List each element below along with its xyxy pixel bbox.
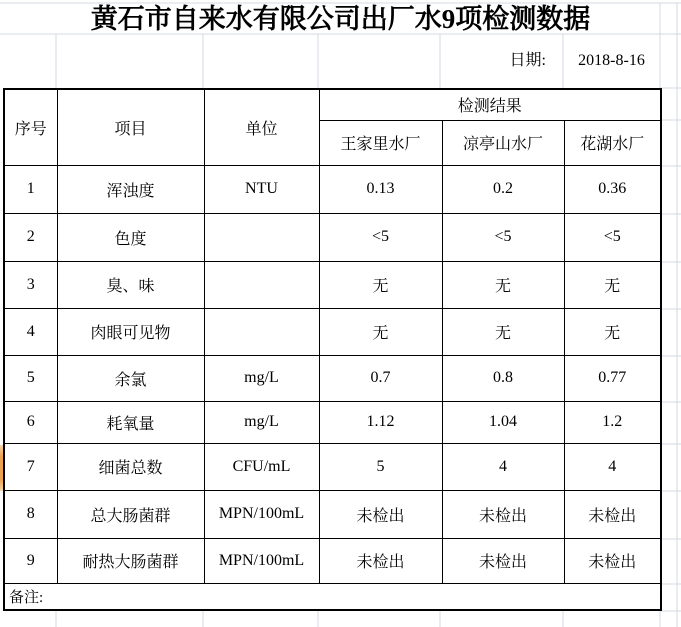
date-value: 2018-8-16	[578, 52, 645, 69]
col-header-plant-huahu: 花湖水厂	[564, 120, 661, 165]
table-row	[4, 355, 661, 401]
cell-unit: MPN/100mL	[204, 490, 319, 538]
cell-value-huahu: <5	[564, 213, 661, 261]
cell-unit	[204, 213, 319, 261]
col-header-results-group: 检测结果	[319, 89, 661, 120]
cell-value-liangtingshan: 未检出	[442, 490, 564, 538]
table-row	[4, 165, 661, 213]
cell-value-wangjiali: 5	[319, 443, 442, 490]
cell-value-wangjiali: 1.12	[319, 401, 442, 443]
cell-value-wangjiali: 未检出	[319, 490, 442, 538]
cell-value-huahu: 无	[564, 308, 661, 355]
cell-item: 肉眼可见物	[57, 308, 204, 355]
cell-unit: mg/L	[204, 355, 319, 401]
cell-no: 2	[4, 213, 57, 261]
cell-item: 耗氧量	[57, 401, 204, 443]
cell-value-huahu: 未检出	[564, 538, 661, 583]
col-header-plant-liangtingshan: 凉亭山水厂	[442, 120, 564, 165]
cell-no: 1	[4, 165, 57, 213]
cell-value-liangtingshan: 无	[442, 261, 564, 308]
cell-no: 9	[4, 538, 57, 583]
remarks-cell: 备注:	[4, 583, 661, 610]
cell-value-liangtingshan: <5	[442, 213, 564, 261]
table-row	[4, 401, 661, 443]
cell-no: 7	[4, 443, 57, 490]
cell-value-huahu: 0.77	[564, 355, 661, 401]
cell-value-wangjiali: 无	[319, 261, 442, 308]
col-header-item: 项目	[57, 89, 204, 165]
table-row	[4, 490, 661, 538]
cell-unit	[204, 308, 319, 355]
date-label: 日期:	[509, 52, 546, 69]
cell-value-huahu: 0.36	[564, 165, 661, 213]
cell-unit: NTU	[204, 165, 319, 213]
cell-value-liangtingshan: 0.2	[442, 165, 564, 213]
cell-value-liangtingshan: 0.8	[442, 355, 564, 401]
header-row-1	[4, 89, 661, 120]
col-header-no: 序号	[4, 89, 57, 165]
cell-unit: mg/L	[204, 401, 319, 443]
cell-item: 耐热大肠菌群	[57, 538, 204, 583]
table-row	[4, 538, 661, 583]
cell-unit: CFU/mL	[204, 443, 319, 490]
cell-unit: MPN/100mL	[204, 538, 319, 583]
cell-item: 色度	[57, 213, 204, 261]
cell-value-huahu: 无	[564, 261, 661, 308]
cell-value-liangtingshan: 4	[442, 443, 564, 490]
table-row	[4, 261, 661, 308]
cell-no: 3	[4, 261, 57, 308]
cell-value-liangtingshan: 无	[442, 308, 564, 355]
cell-value-huahu: 未检出	[564, 490, 661, 538]
cell-value-wangjiali: 未检出	[319, 538, 442, 583]
sheet-title: 黄石市自来水有限公司出厂水9项检测数据	[90, 4, 591, 34]
table-row	[4, 308, 661, 355]
cell-value-wangjiali: 0.13	[319, 165, 442, 213]
cell-item: 总大肠菌群	[57, 490, 204, 538]
cell-value-wangjiali: 0.7	[319, 355, 442, 401]
cell-no: 6	[4, 401, 57, 443]
col-header-unit: 单位	[204, 89, 319, 165]
cell-item: 余氯	[57, 355, 204, 401]
cell-unit	[204, 261, 319, 308]
cell-no: 8	[4, 490, 57, 538]
col-header-plant-wangjiali: 王家里水厂	[319, 120, 442, 165]
cell-no: 4	[4, 308, 57, 355]
cell-value-huahu: 4	[564, 443, 661, 490]
table-row	[4, 443, 661, 490]
cell-value-liangtingshan: 未检出	[442, 538, 564, 583]
water-quality-table	[3, 88, 662, 611]
cell-value-liangtingshan: 1.04	[442, 401, 564, 443]
cell-item: 细菌总数	[57, 443, 204, 490]
table-row	[4, 213, 661, 261]
cell-value-wangjiali: <5	[319, 213, 442, 261]
cell-value-huahu: 1.2	[564, 401, 661, 443]
cell-item: 臭、味	[57, 261, 204, 308]
cell-value-wangjiali: 无	[319, 308, 442, 355]
cell-no: 5	[4, 355, 57, 401]
cell-item: 浑浊度	[57, 165, 204, 213]
remarks-row	[4, 583, 661, 610]
